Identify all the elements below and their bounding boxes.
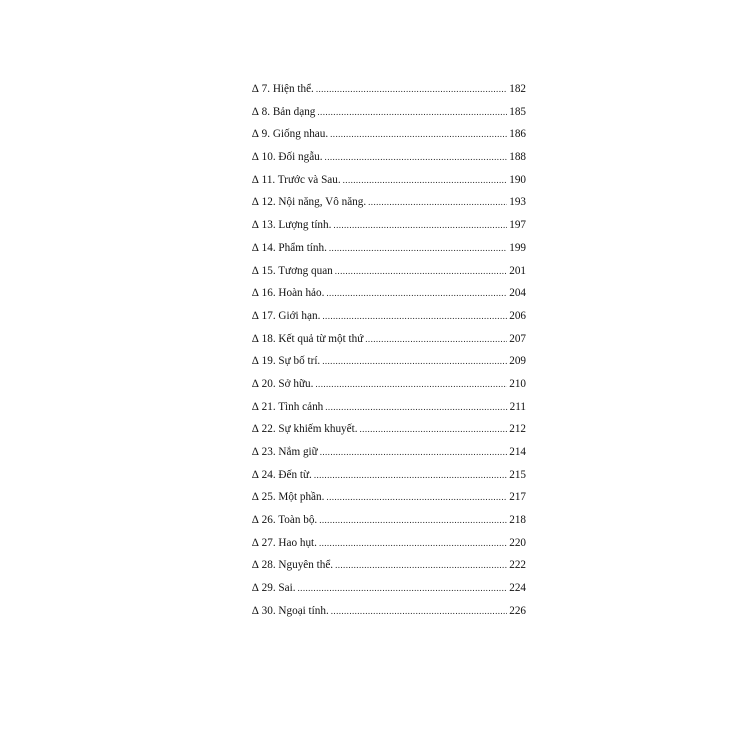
toc-entry-label: ∆ 9. Giống nhau. bbox=[252, 128, 329, 141]
toc-entry-page-number: 197 bbox=[509, 219, 526, 232]
toc-entry bbox=[252, 146, 526, 169]
toc-entry-label: ∆ 24. Đến từ. bbox=[252, 468, 312, 481]
toc-dot-leader bbox=[317, 101, 507, 124]
toc-entry-label: ∆ 27. Hao hụt. bbox=[252, 536, 317, 549]
toc-entry bbox=[252, 214, 526, 237]
toc-entry-label: ∆ 13. Lượng tính. bbox=[252, 219, 332, 232]
toc-entry-label: ∆ 30. Ngoại tính. bbox=[252, 604, 329, 617]
toc-entry bbox=[252, 101, 526, 124]
toc-entry-page-number: 211 bbox=[509, 400, 526, 413]
toc-entry-label: ∆ 23. Nắm giữ bbox=[252, 446, 318, 458]
toc-dot-leader bbox=[330, 123, 507, 146]
toc-entry bbox=[252, 441, 526, 464]
toc-dot-leader bbox=[315, 373, 507, 396]
toc-entry-label: ∆ 16. Hoàn hảo. bbox=[252, 287, 325, 300]
toc-entry-page-number: 210 bbox=[509, 377, 526, 390]
toc-entry bbox=[252, 191, 526, 214]
toc-entry-label: ∆ 10. Đối ngẫu. bbox=[252, 151, 323, 164]
toc-entry-label: ∆ 21. Tình cảnh bbox=[252, 400, 324, 413]
toc-dot-leader bbox=[368, 191, 507, 214]
toc-entry-page-number: 188 bbox=[509, 151, 526, 164]
toc-entry-page-number: 209 bbox=[509, 355, 526, 368]
toc-entry bbox=[252, 464, 526, 487]
toc-entry-label: ∆ 12. Nội năng, Vô năng. bbox=[252, 196, 367, 209]
toc-dot-leader bbox=[326, 486, 507, 509]
toc-dot-leader bbox=[298, 577, 508, 600]
toc-dot-leader bbox=[365, 328, 507, 351]
toc-entry-label: ∆ 17. Giới hạn. bbox=[252, 309, 321, 322]
toc-entry-label: ∆ 8. Bản dạng bbox=[252, 105, 316, 118]
toc-entry bbox=[252, 486, 526, 509]
toc-entry-label: ∆ 28. Nguyên thể. bbox=[252, 559, 334, 572]
toc-entry-page-number: 220 bbox=[509, 536, 526, 549]
toc-dot-leader bbox=[316, 78, 507, 101]
toc-entry-page-number: 212 bbox=[509, 423, 526, 436]
toc-entry-page-number: 218 bbox=[509, 514, 526, 527]
toc-entry-label: ∆ 22. Sự khiếm khuyết. bbox=[252, 423, 358, 436]
toc-dot-leader bbox=[329, 237, 507, 260]
toc-entry-page-number: 214 bbox=[509, 446, 526, 458]
toc-dot-leader bbox=[360, 418, 508, 441]
toc-entry-page-number: 193 bbox=[509, 196, 526, 209]
toc-entry-page-number: 201 bbox=[509, 264, 526, 277]
toc-entry-page-number: 217 bbox=[509, 491, 526, 504]
toc-entry-page-number: 207 bbox=[509, 332, 526, 345]
toc-entry bbox=[252, 260, 526, 283]
toc-entry bbox=[252, 78, 526, 101]
toc-entry bbox=[252, 282, 526, 305]
toc-dot-leader bbox=[333, 214, 507, 237]
toc-entry bbox=[252, 328, 526, 351]
toc-dot-leader bbox=[326, 282, 507, 305]
table-of-contents bbox=[252, 78, 526, 623]
toc-entry-label: ∆ 25. Một phần. bbox=[252, 491, 325, 504]
toc-entry-page-number: 215 bbox=[509, 468, 526, 481]
toc-entry-page-number: 190 bbox=[509, 173, 526, 186]
toc-entry bbox=[252, 237, 526, 260]
toc-entry bbox=[252, 123, 526, 146]
toc-entry-page-number: 182 bbox=[509, 83, 526, 95]
toc-entry bbox=[252, 509, 526, 532]
toc-entry-label: ∆ 15. Tương quan bbox=[252, 264, 333, 277]
toc-entry bbox=[252, 554, 526, 577]
toc-entry-label: ∆ 20. Sở hữu. bbox=[252, 377, 314, 390]
toc-dot-leader bbox=[322, 350, 507, 373]
toc-entry bbox=[252, 169, 526, 192]
toc-entry bbox=[252, 305, 526, 328]
toc-dot-leader bbox=[320, 441, 507, 464]
toc-entry-page-number: 186 bbox=[509, 128, 526, 141]
toc-entry-page-number: 199 bbox=[509, 241, 526, 254]
toc-dot-leader bbox=[319, 509, 507, 532]
toc-entry-page-number: 226 bbox=[509, 604, 526, 617]
toc-entry-label: ∆ 26. Toàn bộ. bbox=[252, 514, 318, 527]
toc-dot-leader bbox=[335, 260, 507, 283]
toc-dot-leader bbox=[343, 169, 508, 192]
toc-entry-page-number: 224 bbox=[509, 582, 526, 595]
toc-entry-label: ∆ 19. Sự bố trí. bbox=[252, 355, 321, 368]
toc-entry-page-number: 222 bbox=[509, 559, 526, 572]
toc-entry bbox=[252, 350, 526, 373]
toc-entry bbox=[252, 600, 526, 623]
toc-entry bbox=[252, 373, 526, 396]
toc-entry bbox=[252, 396, 526, 419]
toc-dot-leader bbox=[325, 146, 508, 169]
toc-dot-leader bbox=[319, 532, 507, 555]
toc-dot-leader bbox=[325, 396, 507, 419]
toc-entry-label: ∆ 29. Sai. bbox=[252, 582, 296, 595]
toc-entry bbox=[252, 577, 526, 600]
toc-dot-leader bbox=[314, 464, 507, 487]
toc-dot-leader bbox=[335, 554, 507, 577]
toc-entry-page-number: 185 bbox=[509, 105, 526, 118]
toc-dot-leader bbox=[331, 600, 507, 623]
toc-entry-page-number: 204 bbox=[509, 287, 526, 300]
toc-entry-label: ∆ 18. Kết quả từ một thứ bbox=[252, 332, 364, 345]
toc-entry bbox=[252, 418, 526, 441]
toc-entry-label: ∆ 11. Trước và Sau. bbox=[252, 173, 341, 186]
toc-entry-label: ∆ 14. Phẩm tính. bbox=[252, 241, 327, 254]
toc-dot-leader bbox=[322, 305, 507, 328]
toc-entry-page-number: 206 bbox=[509, 309, 526, 322]
toc-entry-label: ∆ 7. Hiện thể. bbox=[252, 83, 314, 95]
toc-entry bbox=[252, 532, 526, 555]
